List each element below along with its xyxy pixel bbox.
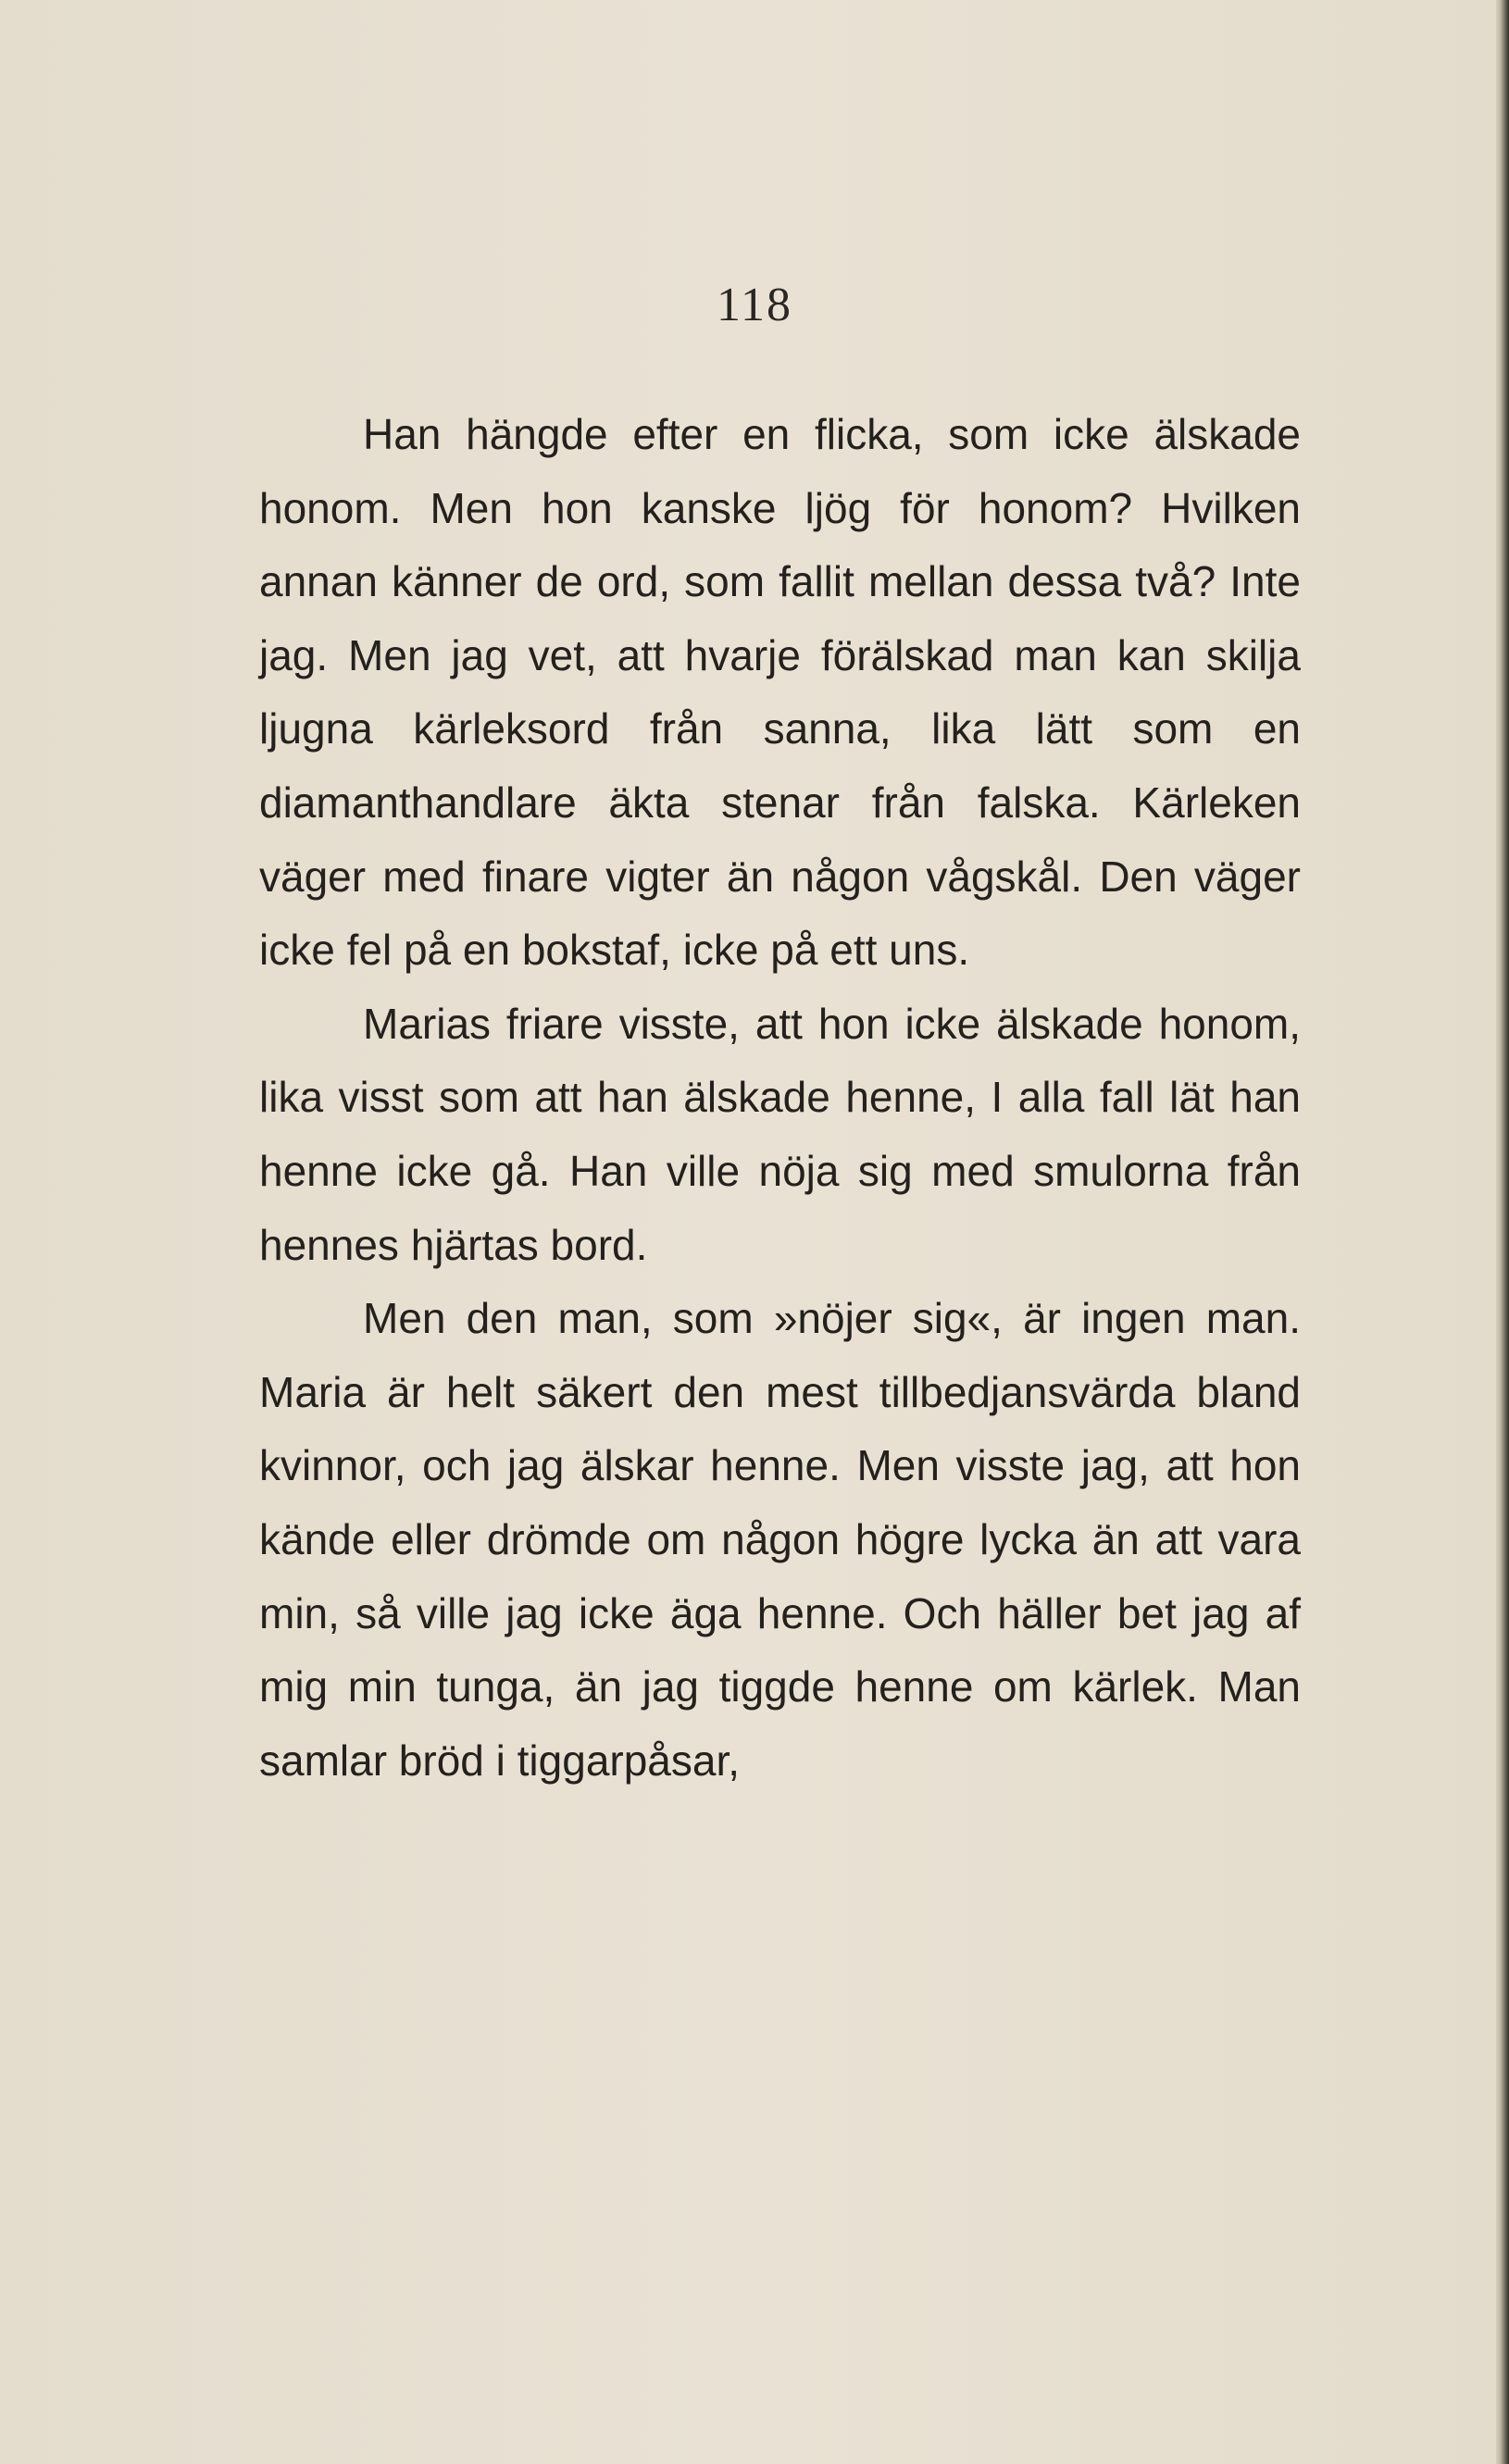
body-text — [259, 398, 1301, 1798]
page-edge-shadow — [1496, 0, 1509, 2464]
paragraph-1: Han hängde efter en flicka, som icke älskade honom. Men hon kanske ljög för honom? Hvilken annan känner de ord, som fallit mellan dessa två? Inte jag. Men jag vet, att hvarje förälskad man kan skilja ljugna kärleksord från sanna, lika lätt som en diamanthandlare äkta stenar från falska. Kärleken väger med finare vigter än någon vågskål. Den väger icke fel på en bokstaf, icke på ett uns. — [259, 410, 1301, 975]
paragraph-3: Men den man, som »nöjer sig«, är ingen man. Maria är helt säkert den mest tillbedjansvärda bland kvinnor, och jag älskar henne. Men visste jag, att hon kände eller drömde om någon högre lycka än att vara min, så ville jag icke äga henne. Och häller bet jag af mig min tunga, än jag tiggde henne om kärlek. Man samlar bröd i tiggarpåsar, — [259, 1294, 1301, 1785]
page-number: 118 — [716, 279, 793, 331]
paragraph-2: Marias friare visste, att hon icke älskade honom, lika visst som att han älskade henne, I alla fall lät han henne icke gå. Han ville nöja sig med smulorna från hennes hjärtas bord. — [259, 999, 1301, 1269]
